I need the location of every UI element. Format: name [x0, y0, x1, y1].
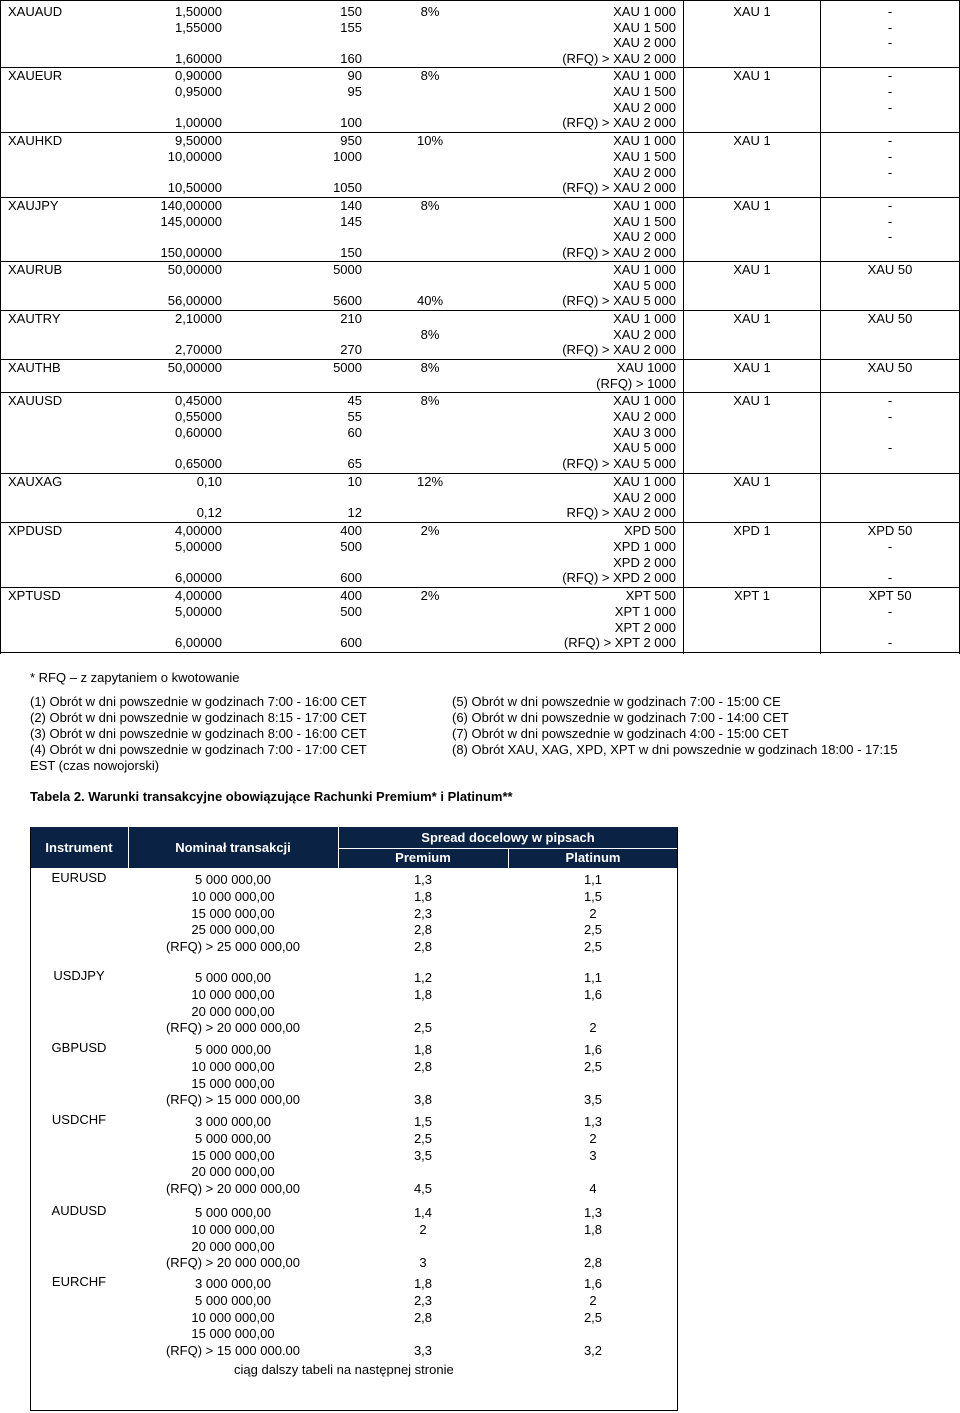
cell-p: 10% [416, 133, 444, 148]
cell-x: XPT 50 [868, 588, 912, 603]
premium-cell: 4,5 [413, 1181, 433, 1197]
cell-b: 400 [340, 523, 362, 538]
cell-b: 210 [340, 311, 362, 326]
premium-cell: 2 [419, 1221, 427, 1237]
cell-x: - [887, 148, 893, 164]
cell-x: - [887, 213, 893, 229]
cell-x: - [887, 4, 893, 19]
premium-cell: 3,3 [413, 1343, 433, 1359]
cell-pr: (RFQ) > XPD 2 000 [562, 570, 676, 586]
cell-a: 1,00000 [175, 115, 222, 131]
premium-cell: 1,5 [413, 1114, 433, 1129]
note-2: (2) Obrót w dni powszednie w godzinach 8:15 - 17:00 CET [30, 710, 367, 725]
instrument-symbol: USDJPY [53, 968, 105, 983]
cell-a: 6,00000 [175, 635, 222, 651]
cell-b: 600 [340, 635, 362, 651]
cell-a: 1,55000 [175, 19, 222, 35]
nominal-cell: 5 000 000,00 [195, 1130, 271, 1146]
premium-cell: 2,5 [413, 1130, 433, 1146]
premium-cell: 1,4 [413, 1205, 433, 1220]
cell-b: 90 [347, 68, 362, 83]
table2-title: Tabela 2. Warunki transakcyjne obowiązujące Rachunki Premium* i Platinum** [30, 789, 513, 804]
cell-p: 8% [420, 68, 440, 83]
cell-b: 100 [340, 115, 362, 131]
cell-a: 0,60000 [175, 424, 222, 440]
cell-pr: XPT 500 [625, 588, 676, 603]
cell-x: XAU 50 [867, 262, 913, 277]
nominal-cell: 25 000 000,00 [191, 922, 275, 938]
cell-pr: XAU 2 000 [613, 99, 676, 115]
cell-pr: XAU 5 000 [613, 277, 676, 293]
nominal-cell: (RFQ) > 20 000 000,00 [165, 1255, 301, 1271]
cell-a: 1,50000 [175, 4, 222, 19]
cell-pr: XAU 1 500 [613, 83, 676, 99]
platinum-cell: 1,3 [583, 1205, 603, 1220]
cell-pr: XAU 2 000 [613, 408, 676, 424]
cell-p: 8% [420, 360, 440, 375]
instrument-symbol: EURUSD [51, 870, 107, 885]
cell-m: XAU 1 [733, 311, 771, 326]
nominal-cell: 20 000 000,00 [191, 1164, 275, 1180]
header-nominal: Nominał transakcji [175, 840, 291, 855]
cell-pr: XPT 2 000 [614, 619, 676, 635]
cell-pr: (RFQ) > XPT 2 000 [563, 635, 676, 651]
header-spread: Spread docelowy w pipsach [421, 830, 595, 845]
cell-x: - [887, 164, 893, 180]
cell-b: 600 [340, 570, 362, 586]
cell-x: XPD 50 [867, 523, 913, 538]
instruments-table-metals [0, 0, 960, 654]
platinum-cell: 2,5 [583, 922, 603, 938]
platinum-cell: 2 [589, 905, 597, 921]
instrument-symbol: XAURUB [8, 262, 63, 277]
cell-m: XAU 1 [733, 68, 771, 83]
nominal-cell: 20 000 000,00 [191, 1238, 275, 1254]
platinum-cell: 2,5 [583, 939, 603, 955]
cell-b: 150 [340, 4, 362, 19]
cell-pr: (RFQ) > XAU 2 000 [562, 115, 676, 131]
cell-p: 8% [420, 393, 440, 408]
cell-a: 0,95000 [175, 83, 222, 99]
cell-pr: XAU 3 000 [613, 424, 676, 440]
note-5: (5) Obrót w dni powszednie w godzinach 7:00 - 15:00 CE [452, 694, 781, 709]
platinum-cell: 1,6 [583, 1042, 603, 1057]
nominal-cell: (RFQ) > 20 000 000,00 [165, 1181, 301, 1197]
nominal-cell: 5 000 000,00 [195, 970, 271, 985]
cell-m: XPT 1 [734, 588, 770, 603]
cell-b: 1050 [333, 180, 362, 196]
cell-b: 5000 [333, 262, 362, 277]
cell-pr: (RFQ) > 1000 [596, 375, 676, 391]
cell-m: XAU 1 [733, 4, 771, 19]
cell-a: 56,00000 [167, 293, 222, 309]
premium-cell: 2,8 [413, 1058, 433, 1074]
premium-cell: 2,8 [413, 922, 433, 938]
header-platinum: Platinum [565, 850, 621, 865]
nominal-cell: 10 000 000,00 [191, 986, 275, 1002]
platinum-cell: 1,3 [583, 1114, 603, 1129]
note-7: (7) Obrót w dni powszednie w godzinach 4:00 - 15:00 CET [452, 726, 789, 741]
cell-b: 1000 [333, 148, 362, 164]
cell-pr: XAU 5 000 [613, 440, 676, 456]
instrument-symbol: XAUTRY [8, 311, 61, 326]
cell-b: 95 [347, 83, 362, 99]
instrument-symbol: AUDUSD [51, 1203, 107, 1218]
nominal-cell: 5 000 000,00 [195, 1205, 271, 1220]
premium-cell: 2,3 [413, 1292, 433, 1308]
cell-pr: (RFQ) > XAU 5 000 [562, 293, 676, 309]
cell-m: XAU 1 [733, 133, 771, 148]
cell-pr: (RFQ) > XAU 2 000 [562, 180, 676, 196]
platinum-cell: 2,8 [583, 1255, 603, 1271]
cell-p: 8% [420, 4, 440, 19]
premium-cell: 1,3 [413, 872, 433, 887]
nominal-cell: 3 000 000,00 [195, 1276, 271, 1291]
cell-x: - [887, 198, 893, 213]
instrument-symbol: XAUEUR [8, 68, 63, 83]
cell-pr: RFQ) > XAU 2 000 [566, 505, 676, 521]
cell-x: XAU 50 [867, 311, 913, 326]
cell-pr: XPD 500 [623, 523, 676, 538]
cell-x: - [887, 229, 893, 244]
cell-pr: XAU 2 000 [613, 35, 676, 50]
nominal-cell: 10 000 000,00 [191, 1309, 275, 1325]
premium-cell: 1,8 [413, 888, 433, 904]
cell-a: 9,50000 [175, 133, 222, 148]
instrument-symbol: XAUXAG [8, 474, 63, 489]
cell-pr: XPT 1 000 [614, 603, 676, 619]
cell-a: 145,00000 [160, 213, 222, 229]
cell-b: 5600 [333, 293, 362, 309]
nominal-cell: (RFQ) > 15 000 000,00 [165, 1092, 301, 1108]
cell-x: - [887, 603, 893, 619]
cell-b: 10 [347, 474, 362, 489]
cell-a: 10,50000 [167, 180, 222, 196]
cell-pr: XAU 2 000 [613, 489, 676, 505]
cell-a: 0,65000 [175, 456, 222, 472]
cell-b: 55 [347, 408, 362, 424]
cell-x: - [887, 538, 893, 554]
cell-x: - [887, 408, 893, 424]
cell-pr: XAU 1 500 [613, 213, 676, 229]
cell-b: 140 [340, 198, 362, 213]
cell-a: 50,00000 [167, 360, 222, 375]
cell-b: 270 [340, 342, 362, 358]
cell-pr: XPD 2 000 [613, 554, 676, 570]
cell-p: 12% [416, 474, 444, 489]
cell-p: 40% [416, 293, 444, 309]
cell-a: 5,00000 [175, 538, 222, 554]
cell-b: 45 [347, 393, 362, 408]
cell-p: 2% [420, 523, 440, 538]
nominal-cell: 15 000 000,00 [191, 1326, 275, 1342]
continued-note: ciąg dalszy tabeli na następnej stronie [234, 1362, 454, 1377]
cell-p: 2% [420, 588, 440, 603]
cell-pr: XPD 1 000 [613, 538, 676, 554]
cell-pr: XAU 1 000 [613, 311, 676, 326]
note-4: (4) Obrót w dni powszednie w godzinach 7:00 - 17:00 CET [30, 742, 367, 757]
cell-a: 5,00000 [175, 603, 222, 619]
instrument-symbol: XAUTHB [8, 360, 61, 375]
cell-x: - [887, 440, 893, 456]
nominal-cell: 10 000 000,00 [191, 1221, 275, 1237]
cell-a: 4,00000 [175, 523, 222, 538]
cell-pr: (RFQ) > XAU 2 000 [562, 244, 676, 260]
cell-a: 1,60000 [175, 50, 222, 66]
instrument-symbol: XAUJPY [8, 198, 59, 213]
cell-pr: (RFQ) > XAU 2 000 [562, 50, 676, 66]
cell-pr: XAU 1 000 [613, 393, 676, 408]
note-8: (8) Obrót XAU, XAG, XPD, XPT w dni powszednie w godzinach 18:00 - 17:15 [452, 742, 898, 757]
nominal-cell: (RFQ) > 15 000 000.00 [165, 1343, 301, 1359]
cell-m: XPD 1 [733, 523, 771, 538]
cell-b: 950 [340, 133, 362, 148]
nominal-cell: 15 000 000,00 [191, 905, 275, 921]
platinum-cell: 1,1 [583, 872, 603, 887]
nominal-cell: 10 000 000,00 [191, 888, 275, 904]
cell-m: XAU 1 [733, 360, 771, 375]
cell-x: - [887, 635, 893, 651]
cell-a: 6,00000 [175, 570, 222, 586]
premium-cell: 3,8 [413, 1092, 433, 1108]
cell-a: 0,12 [196, 505, 222, 521]
cell-b: 400 [340, 588, 362, 603]
premium-cell: 2,5 [413, 1020, 433, 1036]
cell-b: 60 [347, 424, 362, 440]
cell-pr: XAU 2 000 [613, 326, 676, 342]
cell-x: XAU 50 [867, 360, 913, 375]
cell-x: - [887, 68, 893, 83]
cell-p: 8% [420, 198, 440, 213]
instrument-symbol: XAUUSD [8, 393, 63, 408]
premium-cell: 2,3 [413, 905, 433, 921]
premium-cell: 3 [419, 1255, 427, 1271]
cell-a: 2,70000 [175, 342, 222, 358]
cell-m: XAU 1 [733, 393, 771, 408]
instrument-symbol: XPDUSD [8, 523, 63, 538]
instrument-symbol: XAUAUD [8, 4, 63, 19]
cell-p: 8% [420, 326, 440, 342]
cell-b: 500 [340, 603, 362, 619]
cell-a: 10,00000 [167, 148, 222, 164]
cell-a: 0,10 [196, 474, 222, 489]
platinum-cell: 2,5 [583, 1058, 603, 1074]
cell-x: - [887, 83, 893, 99]
platinum-cell: 2 [589, 1292, 597, 1308]
cell-pr: (RFQ) > XAU 2 000 [562, 342, 676, 358]
platinum-cell: 1,8 [583, 1221, 603, 1237]
platinum-cell: 2,5 [583, 1309, 603, 1325]
platinum-cell: 2 [589, 1130, 597, 1146]
instrument-symbol: USDCHF [51, 1112, 107, 1127]
platinum-cell: 3,2 [583, 1343, 603, 1359]
premium-cell: 2,8 [413, 1309, 433, 1325]
nominal-cell: 15 000 000,00 [191, 1147, 275, 1163]
cell-b: 12 [347, 505, 362, 521]
platinum-cell: 2 [589, 1020, 597, 1036]
cell-b: 145 [340, 213, 362, 229]
premium-cell: 1,8 [413, 1276, 433, 1291]
nominal-cell: (RFQ) > 20 000 000,00 [165, 1020, 301, 1036]
cell-b: 65 [347, 456, 362, 472]
cell-pr: XAU 1000 [616, 360, 676, 375]
premium-cell: 1,8 [413, 986, 433, 1002]
cell-b: 500 [340, 538, 362, 554]
header-premium: Premium [395, 850, 451, 865]
cell-pr: XAU 1 000 [613, 198, 676, 213]
cell-a: 50,00000 [167, 262, 222, 277]
note-1: (1) Obrót w dni powszednie w godzinach 7:00 - 16:00 CET [30, 694, 367, 709]
nominal-cell: 5 000 000,00 [195, 1042, 271, 1057]
platinum-cell: 4 [589, 1181, 597, 1197]
cell-m: XAU 1 [733, 262, 771, 277]
cell-b: 150 [340, 244, 362, 260]
cell-b: 160 [340, 50, 362, 66]
platinum-cell: 3 [589, 1147, 597, 1163]
cell-pr: XAU 1 000 [613, 68, 676, 83]
cell-x: - [887, 133, 893, 148]
rfq-footnote: * RFQ – z zapytaniem o kwotowanie [30, 670, 240, 685]
spread-table [30, 827, 678, 1411]
nominal-cell: 5 000 000,00 [195, 872, 271, 887]
cell-x: - [887, 19, 893, 35]
premium-cell: 2,8 [413, 939, 433, 955]
nominal-cell: 5 000 000,00 [195, 1292, 271, 1308]
cell-pr: (RFQ) > XAU 5 000 [562, 456, 676, 472]
cell-a: 0,90000 [175, 68, 222, 83]
cell-a: 2,10000 [175, 311, 222, 326]
platinum-cell: 1,1 [583, 970, 603, 985]
premium-cell: 1,2 [413, 970, 433, 985]
cell-pr: XAU 1 000 [613, 262, 676, 277]
cell-pr: XAU 2 000 [613, 229, 676, 244]
cell-x: - [887, 393, 893, 408]
nominal-cell: 10 000 000,00 [191, 1058, 275, 1074]
cell-pr: XAU 2 000 [613, 164, 676, 180]
nominal-cell: 20 000 000,00 [191, 1003, 275, 1019]
instrument-symbol: XPTUSD [8, 588, 61, 603]
header-instrument: Instrument [45, 840, 113, 855]
cell-a: 0,45000 [175, 393, 222, 408]
cell-a: 150,00000 [160, 244, 222, 260]
cell-a: 4,00000 [175, 588, 222, 603]
platinum-cell: 1,6 [583, 986, 603, 1002]
instrument-symbol: GBPUSD [51, 1040, 107, 1055]
note-6: (6) Obrót w dni powszednie w godzinach 7:00 - 14:00 CET [452, 710, 789, 725]
cell-b: 155 [340, 19, 362, 35]
nominal-cell: 3 000 000,00 [195, 1114, 271, 1129]
note-4-continued: EST (czas nowojorski) [30, 758, 160, 773]
nominal-cell: 15 000 000,00 [191, 1075, 275, 1091]
instrument-symbol: EURCHF [51, 1274, 107, 1289]
nominal-cell: (RFQ) > 25 000 000,00 [165, 939, 301, 955]
premium-cell: 3,5 [413, 1147, 433, 1163]
cell-m: XAU 1 [733, 474, 771, 489]
cell-x: - [887, 99, 893, 115]
cell-pr: XAU 1 500 [613, 19, 676, 35]
platinum-cell: 3,5 [583, 1092, 603, 1108]
cell-pr: XAU 1 000 [613, 133, 676, 148]
cell-pr: XAU 1 000 [613, 4, 676, 19]
cell-a: 0,55000 [175, 408, 222, 424]
cell-m: XAU 1 [733, 198, 771, 213]
platinum-cell: 1,6 [583, 1276, 603, 1291]
cell-pr: XAU 1 500 [613, 148, 676, 164]
cell-a: 140,00000 [160, 198, 222, 213]
instrument-symbol: XAUHKD [8, 133, 63, 148]
cell-x: - [887, 570, 893, 586]
premium-cell: 1,8 [413, 1042, 433, 1057]
cell-x: - [887, 35, 893, 50]
cell-b: 5000 [333, 360, 362, 375]
note-3: (3) Obrót w dni powszednie w godzinach 8:00 - 16:00 CET [30, 726, 367, 741]
platinum-cell: 1,5 [583, 888, 603, 904]
cell-pr: XAU 1 000 [613, 474, 676, 489]
